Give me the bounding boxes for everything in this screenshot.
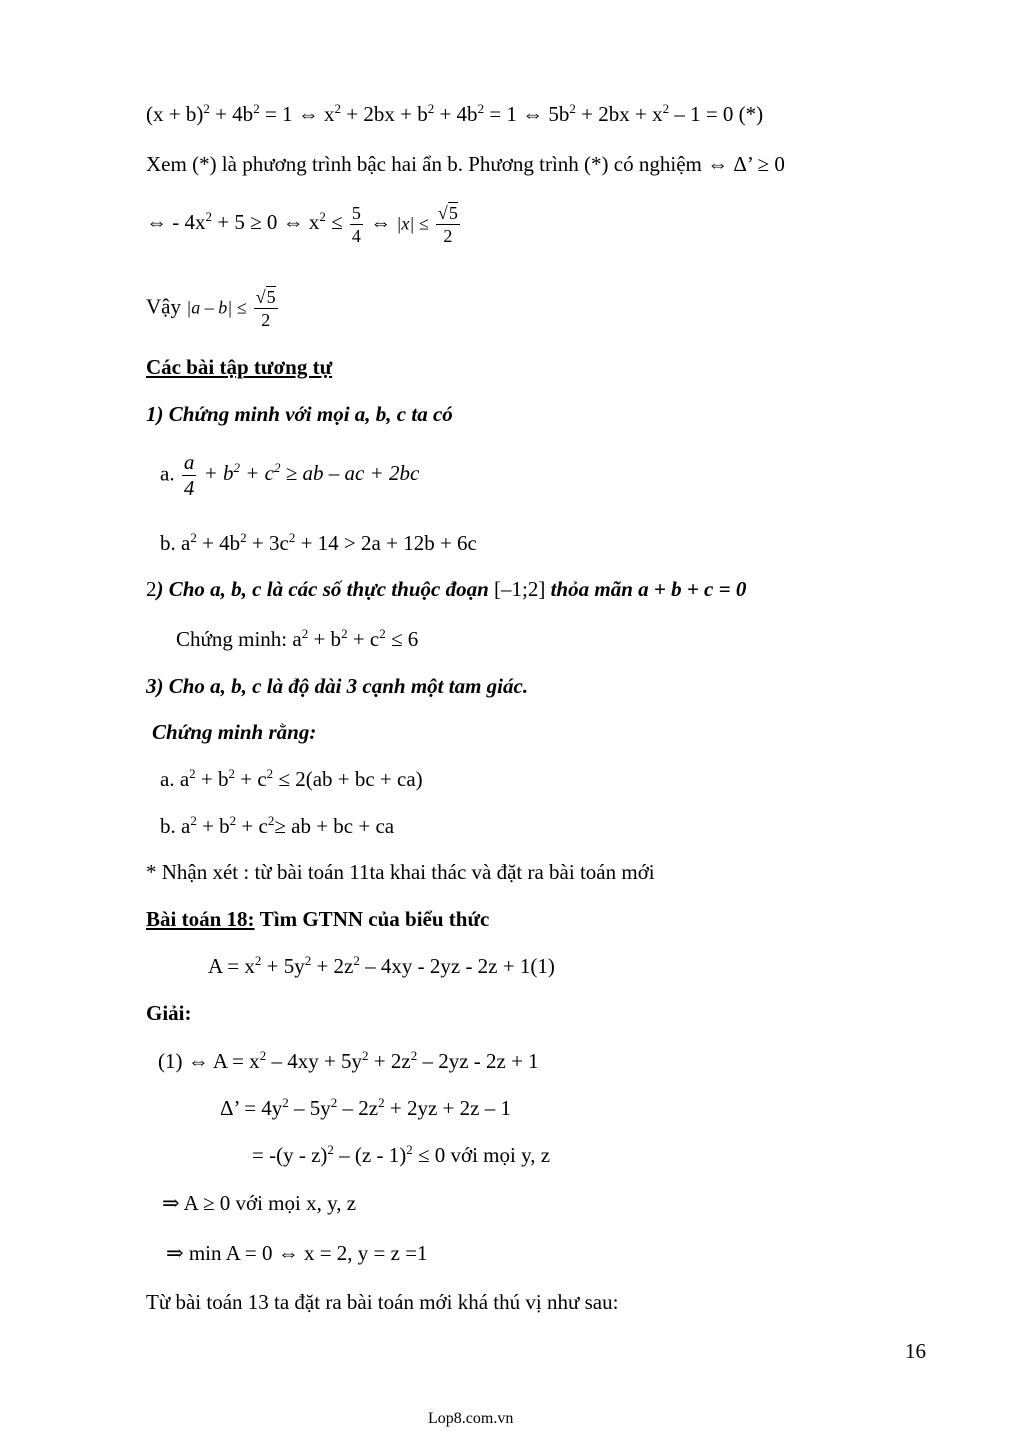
problem-18-heading bbox=[146, 909, 489, 930]
paragraph-text: Xem (*) là phương trình bậc hai ẩn b. Phương trình (*) có nghiệm ⇔ Δ’ ≥ 0 bbox=[146, 152, 785, 176]
equation-line-1 bbox=[146, 101, 764, 126]
fraction-five-fourths bbox=[350, 204, 363, 245]
problem-text: Tìm GTNN của biểu thức bbox=[259, 907, 490, 931]
solution-step-1: (1) ⇔ $A = x^2 - 4xy + 5y^2 + 2z^2 - 2yz - 2z + 1$ bbox=[158, 1048, 539, 1073]
solution-heading: Giải: bbox=[146, 1001, 192, 1025]
sqrt-radicand: 5 bbox=[266, 287, 276, 307]
footer-site: Lop8.com.vn bbox=[428, 1410, 514, 1427]
fraction-numerator: √5 bbox=[255, 287, 276, 307]
sqrt-radicand: 5 bbox=[448, 203, 458, 223]
problem-18-expression: $A = x^2 + 5y^2 + 2z^2 - 4xy - 2yz - 2z + 1(1)$ bbox=[208, 953, 555, 978]
solution-step-3: = -(y - z)$^2$ – (z - 1)$^2$ ≤ 0 với mọi y, z bbox=[252, 1142, 551, 1167]
problem-title: Bài toán 18: bbox=[146, 907, 255, 931]
inequality-line bbox=[146, 204, 462, 245]
problem-3-prove: Chứng minh rằng: bbox=[152, 720, 317, 744]
interval: [–1;2] bbox=[494, 577, 546, 601]
inequality-text: + $b^2 + c^2$ ≥ ab – ac + 2bc bbox=[203, 460, 420, 486]
solution-step-4: ⇒ A ≥ 0 với mọi x, y, z bbox=[162, 1191, 357, 1215]
fraction-numerator: 5 bbox=[351, 203, 361, 223]
solution-step-2: Δ’ = $4y^2 - 5y^2 - 2z^2 + 2yz + 2z - 1$ bbox=[220, 1095, 511, 1120]
closing-paragraph: Từ bài toán 13 ta đặt ra bài toán mới khá thú vị như sau: bbox=[146, 1290, 619, 1314]
section-heading: Các bài tập tương tự bbox=[146, 355, 333, 379]
conclusion-line bbox=[146, 288, 280, 329]
conclusion-text: Vậy bbox=[146, 294, 181, 319]
fraction-sqrt5-over-2 bbox=[254, 288, 278, 329]
problem-1a bbox=[160, 452, 419, 499]
paragraph-discriminant bbox=[146, 154, 785, 175]
problem-1b: b. $a^2 + 4b^2 + 3c^2 + 14 > 2a + 12b + 6c$ bbox=[160, 530, 477, 555]
abs-a-minus-b-expression: |a – b| ≤ bbox=[186, 297, 247, 318]
page-number: 16 bbox=[905, 1339, 926, 1363]
problem-number: 2 bbox=[146, 577, 157, 601]
fraction-denominator: 4 bbox=[351, 226, 361, 246]
fraction-numerator: √5 bbox=[437, 203, 458, 223]
fraction-numerator: a bbox=[183, 450, 195, 474]
iff-symbol: ⇔ bbox=[370, 210, 392, 235]
problem-2-prove: Chứng minh: $a^2 + b^2 + c^2 \le 6$ bbox=[176, 626, 419, 651]
fraction-sqrt5-over-2 bbox=[436, 204, 460, 245]
remark: * Nhận xét : từ bài toán 11ta khai thác và đặt ra bài toán mới bbox=[146, 860, 655, 884]
fraction-denominator: 4 bbox=[183, 476, 195, 500]
fraction-denominator: 2 bbox=[254, 308, 278, 329]
inequality-text: ⇔ - $4x^2 + 5 \ge 0$ ⇔ $x^2$ ≤ bbox=[146, 209, 343, 235]
problem-3b: b. $a^2 + b^2 + c^2\ge$ ab + bc + ca bbox=[160, 813, 395, 838]
fraction-a-over-4 bbox=[182, 452, 197, 499]
problem-2-heading bbox=[146, 579, 746, 600]
problem-1-heading: 1) Chứng minh với mọi a, b, c ta có bbox=[146, 402, 453, 426]
fraction-denominator: 2 bbox=[436, 224, 460, 245]
problem-text: thỏa mãn a + b + c = 0 bbox=[550, 577, 747, 601]
problem-3a: a. $a^2 + b^2 + c^2 \le 2(ab$ + bc + ca) bbox=[160, 766, 423, 791]
abs-x-expression: |x| ≤ bbox=[396, 213, 429, 234]
solution-step-5: ⇒ min A = 0 ⇔ x = 2, y = z =1 bbox=[166, 1241, 428, 1265]
problem-3-heading: 3) Cho a, b, c là độ dài 3 cạnh một tam giác. bbox=[146, 674, 529, 698]
problem-text: ) Cho a, b, c là các số thực thuộc đoạn bbox=[156, 577, 489, 601]
item-label: a. bbox=[160, 461, 175, 486]
equation-text: $(x + b)^2 + 4b^2 = 1$ ⇔ $x^2 + 2bx + b^2 + 4b^2 = 1$ ⇔ $5b^2 + 2bx + x^2 - 1 = 0$ (*) bbox=[146, 101, 764, 126]
